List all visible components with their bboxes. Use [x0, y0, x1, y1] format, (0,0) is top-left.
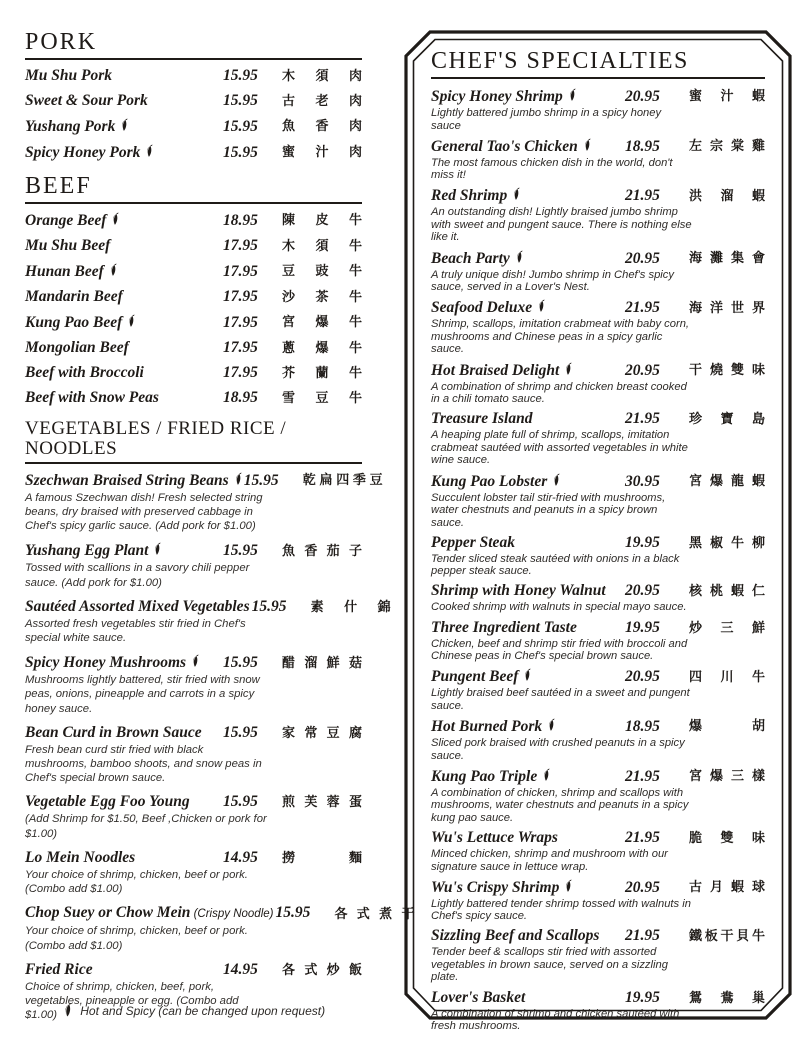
item-chinese: 蔥 爆 牛 [282, 339, 362, 355]
item-name [25, 237, 221, 255]
item-chinese: 核 桃 蝦 仁 [689, 583, 765, 599]
item-chinese: 古 老 肉 [282, 92, 362, 108]
item-chinese: 雪 豆 牛 [282, 389, 362, 405]
item-name [431, 767, 623, 786]
item-name-text: Red Shrimp [431, 187, 508, 205]
item-description: Chicken, beef and shrimp stir fried with broccoli and Chinese peas in Chef's special brown sauce. [431, 637, 688, 663]
item-name [25, 211, 221, 230]
item-chinese: 洪 溜 蝦 [689, 187, 765, 203]
item-name-text: Treasure Island [431, 410, 533, 428]
item-price: 18.95 [223, 388, 258, 406]
item-description: Your choice of shrimp, chicken, beef or pork. (Combo add $1.00) [25, 925, 248, 952]
item-name [25, 117, 221, 136]
item-price: 15.95 [243, 471, 279, 489]
menu-item-row [25, 653, 362, 672]
item-name-text: Sizzling Beef and Scallops [431, 927, 600, 945]
item-price: 15.95 [223, 654, 258, 672]
chili-icon [190, 654, 199, 668]
item-chinese: 沙 茶 牛 [282, 288, 362, 304]
menu-item [25, 793, 362, 840]
menu-item-row [25, 597, 391, 616]
item-price: 20.95 [625, 87, 660, 105]
chili-icon [582, 138, 591, 152]
menu-item [25, 653, 362, 716]
chefs-specialties-panel [404, 30, 792, 1033]
chili-icon [119, 118, 128, 132]
chili-icon [563, 879, 572, 893]
item-name [431, 87, 623, 106]
item-chinese: 黑 椒 牛 柳 [689, 534, 765, 550]
menu-item [25, 67, 362, 85]
item-chinese: 家 常 豆 腐 [282, 724, 362, 740]
item-name-text: Mongolian Beef [25, 338, 129, 356]
item-chinese: 脆 雙 味 [689, 829, 765, 845]
item-chinese: 宮 爆 三 樣 [689, 768, 765, 784]
menu-item-row [25, 288, 362, 306]
item-price: 18.95 [223, 211, 258, 229]
section-title: PORK [25, 30, 362, 60]
chili-icon [62, 1002, 72, 1018]
menu-item-row [431, 927, 765, 945]
menu-item [431, 361, 765, 406]
item-name-text: Beef with Snow Peas [25, 388, 159, 406]
item-name-text: Spicy Honey Shrimp [431, 87, 563, 105]
menu-item [431, 410, 765, 467]
menu-item-row [25, 339, 362, 357]
item-name-text: Hot Burned Pork [431, 717, 543, 735]
item-chinese: 煎 芙 蓉 蛋 [282, 794, 362, 810]
item-description: Tender sliced steak sautéed with onions in a black pepper steak sauce. [431, 552, 680, 578]
item-name-text: Pungent Beef [431, 668, 519, 686]
item-chinese: 蜜 汁 肉 [282, 144, 362, 160]
item-description: An outstanding dish! Lightly braised jumbo shrimp with sweet and pungent sauce. There is nothing else like it. [431, 206, 692, 244]
item-name-suffix: (Crispy Noodle) [190, 908, 274, 921]
item-description: (Add Shrimp for $1.50, Beef ,Chicken or pork for $1.00) [25, 813, 267, 840]
menu-item-row [431, 767, 765, 786]
item-price: 15.95 [223, 143, 258, 161]
item-chinese: 豆 豉 牛 [282, 263, 362, 279]
item-name [431, 878, 623, 897]
item-chinese: 海 洋 世 界 [689, 299, 765, 315]
item-price: 14.95 [223, 960, 258, 978]
item-name [431, 582, 623, 600]
chili-icon [126, 314, 135, 328]
item-name-text: Lover's Basket [431, 988, 526, 1006]
item-price: 15.95 [223, 542, 258, 560]
menu-section [25, 174, 362, 407]
item-name-text: Orange Beef [25, 211, 107, 229]
menu-item-row [431, 878, 765, 897]
item-description: Shrimp, scallops, imitation crabmeat with baby corn, mushrooms and Chinese peas in a spicy garlic sauce. [431, 318, 690, 356]
menu-item-row [25, 211, 362, 230]
item-chinese: 各 式 煮 干 [334, 905, 415, 921]
section-items [25, 67, 362, 162]
item-name [25, 849, 221, 867]
menu-item [431, 927, 765, 984]
chili-icon [536, 299, 545, 313]
item-name-text: Kung Pao Beef [25, 313, 123, 331]
item-price: 17.95 [223, 338, 258, 356]
chili-icon [563, 362, 572, 376]
menu-item-row [25, 471, 383, 490]
item-price: 30.95 [625, 472, 660, 490]
chili-icon [551, 473, 560, 487]
menu-item-row [431, 361, 765, 380]
menu-item [25, 211, 362, 230]
menu-item [25, 724, 362, 786]
item-name [25, 364, 221, 382]
item-chinese: 撈 麵 [282, 849, 362, 865]
menu-item-row [431, 619, 765, 637]
menu-item [25, 237, 362, 255]
menu-item [25, 117, 362, 136]
menu-item-row [431, 582, 765, 600]
menu-section [25, 417, 415, 1023]
item-name [431, 534, 623, 552]
item-name-text: Mandarin Beef [25, 287, 123, 305]
menu-item-row [25, 849, 362, 867]
item-description: Lightly braised beef sautéed in a sweet and pungent sauce. [431, 687, 690, 712]
menu-item [431, 298, 765, 356]
chili-icon [567, 88, 576, 102]
chili-icon [511, 187, 520, 201]
item-description: Mushrooms lightly battered, stir fried with snow peas, onions, pineapple and carrots in a spicy honey sauce. [25, 674, 260, 715]
menu-item [25, 339, 362, 357]
item-price: 18.95 [625, 717, 660, 735]
item-price: 15.95 [223, 91, 258, 109]
item-description: Tossed with scallions in a savory chili pepper sauce. (Add pork for $1.00) [25, 562, 250, 589]
item-name [431, 829, 623, 847]
menu-item-row [25, 389, 362, 407]
menu-item-row [431, 534, 765, 552]
item-name-text: Pepper Steak [431, 533, 515, 551]
item-chinese: 珍 寶 島 [689, 411, 765, 427]
item-price: 20.95 [625, 249, 660, 267]
chili-icon [108, 263, 117, 277]
item-chinese: 干 燒 雙 味 [689, 362, 765, 378]
item-price: 20.95 [625, 361, 660, 379]
menu-item [431, 829, 765, 873]
item-name [431, 361, 623, 380]
item-chinese: 各 式 炒 飯 [282, 961, 362, 977]
menu-item [431, 186, 765, 244]
menu-item [25, 597, 391, 645]
chefs-specialties-items [431, 87, 765, 1033]
item-chinese: 鐵 板 干 貝 牛 [689, 928, 765, 944]
chili-icon [546, 718, 555, 732]
item-name [25, 288, 221, 306]
item-name-text: Spicy Honey Pork [25, 143, 141, 161]
item-description: Assorted fresh vegetables stir fried in Chef's special white sauce. [25, 617, 246, 645]
menu-item [431, 534, 765, 578]
menu-item [431, 87, 765, 132]
section-title: VEGETABLES / FRIED RICE / NOODLES [25, 419, 362, 464]
item-chinese: 木 須 牛 [282, 237, 362, 253]
item-name [25, 793, 221, 811]
item-description: Fresh bean curd stir fried with black mushrooms, bamboo shoots, and snow peas in Chef's special brown sauce. [25, 743, 262, 785]
item-price: 15.95 [223, 117, 258, 135]
menu-item-row [25, 313, 362, 332]
item-price: 21.95 [625, 187, 660, 205]
menu-item-row [431, 87, 765, 106]
chili-icon [233, 472, 242, 486]
item-name [25, 389, 221, 407]
menu-item-row [431, 667, 765, 686]
item-name-text: Hot Braised Delight [431, 361, 560, 379]
item-chinese: 芥 蘭 牛 [282, 364, 362, 380]
menu-item-row [25, 904, 415, 923]
menu-item [25, 471, 383, 534]
item-name [431, 298, 623, 317]
item-price: 19.95 [625, 533, 660, 551]
item-name [25, 541, 221, 560]
item-chinese: 木 須 肉 [282, 67, 362, 83]
menu-item [25, 313, 362, 332]
menu-section [25, 30, 362, 162]
item-name-text: Kung Pao Lobster [431, 472, 548, 490]
item-price: 20.95 [625, 878, 660, 896]
menu-item [25, 143, 362, 162]
menu-item [25, 904, 415, 952]
item-price: 20.95 [625, 668, 660, 686]
menu-item-row [25, 793, 362, 811]
menu-item-row [431, 137, 765, 156]
item-chinese: 古 月 蝦 球 [689, 879, 765, 895]
spicy-footnote [25, 999, 362, 1018]
item-chinese: 炒 三 鮮 [689, 619, 765, 635]
item-name-text: Mu Shu Beef [25, 236, 111, 254]
item-chinese: 宮 爆 龍 蝦 [689, 473, 765, 488]
menu-item [431, 249, 765, 294]
item-name [25, 92, 221, 110]
spicy-footnote-text: Hot and Spicy (can be changed upon request) [80, 1004, 326, 1018]
item-name [25, 262, 221, 281]
item-description: A truly unique dish! Jumbo shrimp in Chef's spicy sauce, served in a Lover's Nest. [431, 268, 674, 294]
menu-item [431, 767, 765, 825]
menu-item-row [431, 989, 765, 1007]
item-price: 21.95 [625, 927, 660, 945]
item-price: 19.95 [625, 618, 660, 636]
menu-item [25, 92, 362, 110]
item-description: Succulent lobster tail stir-fried with mushrooms, water chestnuts and peanuts in a spicy brown sauce. [431, 491, 666, 529]
item-chinese: 鴛 鴦 巢 [689, 989, 765, 1005]
menu-item-row [431, 472, 765, 491]
item-name-text: Lo Mein Noodles [25, 848, 136, 866]
item-name-text: Shrimp with Honey Walnut [431, 582, 606, 600]
item-name [431, 137, 623, 156]
chili-icon [152, 542, 161, 556]
menu-item [25, 389, 362, 407]
item-name-text: Sweet & Sour Pork [25, 91, 148, 109]
chili-icon [110, 212, 119, 226]
item-description: A famous Szechwan dish! Fresh selected string beans, dry braised with preserved cabbage in Chef's spicy garlic sauce. (Add pork for $1.00) [25, 491, 263, 533]
item-name [25, 904, 273, 923]
item-name-text: Kung Pao Triple [431, 767, 538, 785]
menu-item [431, 582, 765, 614]
menu-item [25, 849, 362, 896]
item-name [431, 717, 623, 736]
item-name [431, 619, 623, 637]
chili-icon [541, 768, 550, 782]
item-price: 20.95 [625, 582, 660, 600]
item-description: Your choice of shrimp, chicken, beef or pork. (Combo add $1.00) [25, 868, 248, 896]
item-price: 21.95 [625, 410, 660, 428]
menu-item [431, 989, 765, 1033]
item-name [25, 653, 221, 672]
menu-item [431, 472, 765, 530]
item-name [431, 410, 623, 428]
menu-item [25, 288, 362, 306]
item-description: Sliced pork braised with crushed peanuts in a spicy sauce. [431, 736, 685, 762]
item-chinese: 素 什 錦 [310, 598, 391, 614]
chili-icon [514, 250, 523, 264]
item-name-text: Hunan Beef [25, 262, 104, 280]
left-column [25, 29, 415, 1034]
menu-item-row [431, 717, 765, 736]
item-price: 15.95 [223, 723, 258, 741]
chili-icon [522, 668, 531, 682]
item-name-text: Beach Party [431, 249, 510, 267]
item-name-text: Wu's Crispy Shrimp [431, 878, 560, 896]
menu-item-row [431, 186, 765, 205]
menu-item [431, 878, 765, 923]
item-name [25, 471, 242, 490]
menu-item [431, 717, 765, 762]
item-description: A heaping plate full of shrimp, scallops, imitation crabmeat sautéed with assorted vegetables in white wine sauce. [431, 429, 688, 467]
item-name-text: Spicy Honey Mushrooms [25, 654, 187, 672]
item-price: 21.95 [625, 767, 660, 785]
section-items [25, 471, 415, 1022]
item-price: 15.95 [223, 793, 258, 811]
item-price: 17.95 [223, 363, 258, 381]
item-name-text: Beef with Broccoli [25, 363, 144, 381]
menu-item-row [431, 298, 765, 317]
item-price: 15.95 [223, 66, 258, 84]
item-name-text: Three Ingredient Taste [431, 618, 577, 636]
item-description: Tender beef & scallops stir fried with assorted vegetables in brown sauce, served on a sizzling plate. [431, 946, 668, 984]
menu-item-row [25, 92, 362, 110]
item-description: Choice of shrimp, chicken, beef, pork, vegetables, pineapple or egg. (Combo add $1.00) [25, 980, 239, 1022]
menu-item-row [25, 67, 362, 85]
chili-icon [144, 144, 153, 158]
item-name-text: Sautéed Assorted Mixed Vegetables [25, 597, 250, 615]
item-description: Lightly battered tender shrimp tossed with walnuts in Chef's spicy sauce. [431, 897, 691, 923]
menu-item-row [25, 961, 362, 979]
menu-item [25, 541, 362, 589]
menu-item-row [25, 364, 362, 382]
item-chinese: 海 灘 集 會 [689, 250, 765, 266]
menu-item-row [25, 262, 362, 281]
item-name [431, 927, 623, 945]
item-chinese: 乾 扁 四 季 豆 [302, 472, 383, 488]
item-description: The most famous chicken dish in the world, don't miss it! [431, 156, 673, 182]
item-chinese: 魚 香 茄 子 [282, 542, 362, 558]
item-name [25, 724, 221, 742]
item-description: Cooked shrimp with walnuts in special mayo sauce. [431, 601, 687, 614]
item-chinese: 爆 胡 [689, 718, 765, 734]
chefs-specialties-content [431, 49, 765, 1037]
item-description: A combination of shrimp and chicken breast cooked in a chili tomato sauce. [431, 380, 687, 406]
item-name [25, 313, 221, 332]
item-chinese: 四 川 牛 [689, 668, 765, 684]
item-chinese: 蜜 汁 蝦 [689, 88, 765, 104]
item-name-text: Yushang Egg Plant [25, 542, 149, 560]
item-name [431, 667, 623, 686]
item-price: 19.95 [625, 988, 660, 1006]
item-name-text: Chop Suey or Chow Mein [25, 904, 191, 922]
item-name-text: General Tao's Chicken [431, 137, 578, 155]
menu-item-row [25, 541, 362, 560]
item-price: 21.95 [625, 828, 660, 846]
menu-item-row [431, 410, 765, 428]
item-description: Minced chicken, shrimp and mushroom with our signature sauce in lettuce wrap. [431, 847, 668, 873]
item-name [25, 339, 221, 357]
chefs-specialties-title: CHEF'S SPECIALTIES [431, 49, 765, 79]
item-price: 17.95 [223, 262, 258, 280]
menu-item-row [431, 249, 765, 268]
item-name-text: Vegetable Egg Foo Young [25, 793, 190, 811]
item-price: 17.95 [223, 287, 258, 305]
menu-item [431, 667, 765, 712]
item-chinese: 左 宗 棠 雞 [689, 138, 765, 154]
item-name-text: Szechwan Braised String Beans [25, 471, 229, 489]
section-title: BEEF [25, 174, 362, 204]
menu-item-row [25, 143, 362, 162]
item-price: 18.95 [625, 137, 660, 155]
item-price: 17.95 [223, 313, 258, 331]
item-description: Lightly battered jumbo shrimp in a spicy honey sauce [431, 106, 662, 132]
menu-item [25, 262, 362, 281]
item-name-text: Wu's Lettuce Wraps [431, 828, 558, 846]
item-name-text: Seafood Deluxe [431, 299, 533, 317]
item-price: 15.95 [251, 597, 287, 615]
item-name-text: Mu Shu Pork [25, 66, 113, 84]
menu-item [431, 619, 765, 663]
item-chinese: 魚 香 肉 [282, 118, 362, 134]
item-name [431, 249, 623, 268]
item-name-text: Fried Rice [25, 960, 93, 978]
item-name [25, 961, 221, 979]
menu-item-row [25, 237, 362, 255]
item-description: A combination of shrimp and chicken sautéed with fresh mushrooms. [431, 1007, 680, 1033]
item-price: 14.95 [223, 848, 258, 866]
section-items [25, 211, 362, 407]
menu-item-row [25, 724, 362, 742]
menu-item [431, 137, 765, 182]
item-chinese: 宮 爆 牛 [282, 314, 362, 330]
item-name [25, 143, 221, 162]
item-price: 17.95 [223, 236, 258, 254]
item-name-text: Bean Curd in Brown Sauce [25, 723, 202, 741]
item-name [431, 989, 623, 1007]
menu-item-row [431, 829, 765, 847]
menu-item [25, 364, 362, 382]
item-name [25, 67, 221, 85]
item-chinese: 陳 皮 牛 [282, 212, 362, 228]
item-name-text: Yushang Pork [25, 117, 116, 135]
menu-item-row [25, 117, 362, 136]
item-chinese: 醋 溜 鮮 菇 [282, 654, 362, 670]
item-name [431, 472, 623, 491]
item-price: 15.95 [275, 904, 311, 922]
item-name [431, 186, 623, 205]
item-name [25, 598, 250, 616]
item-price: 21.95 [625, 299, 660, 317]
item-description: A combination of chicken, shrimp and scallops with mushrooms, water chestnuts and peanuts in a spicy kung pao sauce. [431, 786, 689, 824]
